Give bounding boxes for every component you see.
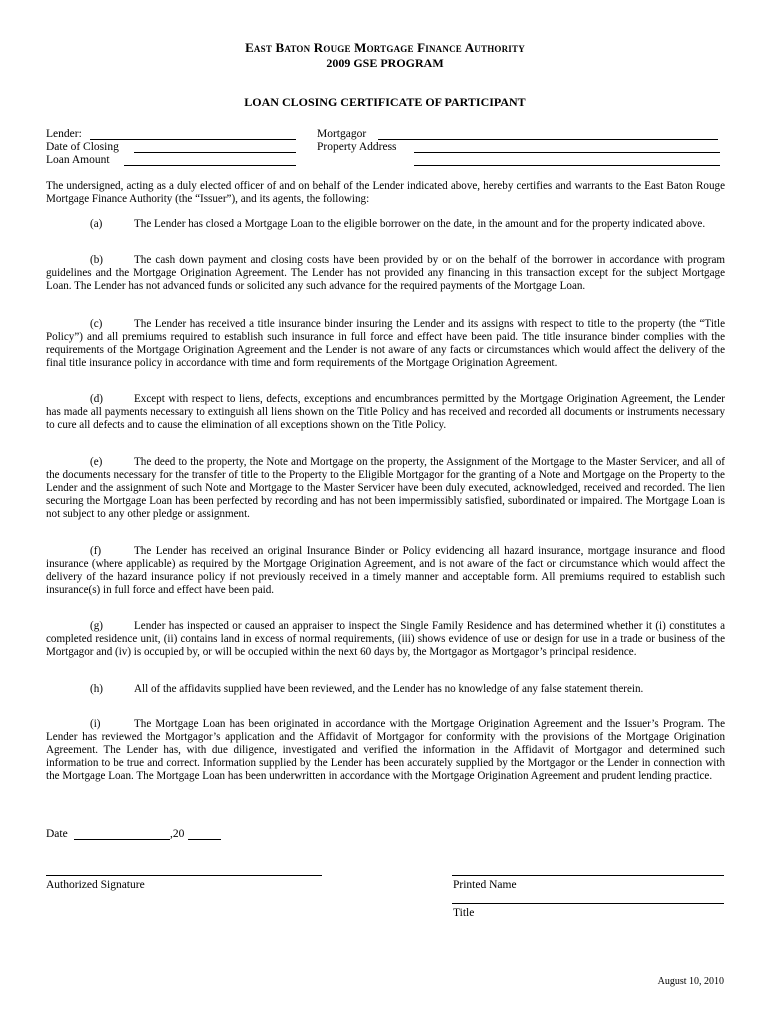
- lender-line[interactable]: [90, 139, 296, 140]
- lender-label: Lender:: [46, 128, 82, 140]
- authorized-signature-line[interactable]: [46, 875, 322, 876]
- property-address-label: Property Address: [317, 141, 397, 153]
- date-of-closing-label: Date of Closing: [46, 141, 119, 153]
- item-c: [46, 318, 725, 370]
- org-title-text: East Baton Rouge Mortgage Finance Authority: [245, 40, 525, 55]
- item-b: [46, 254, 725, 293]
- item-h-text: All of the affidavits supplied have been reviewed, and the Lender has no knowledge of any false statement therein.: [134, 683, 644, 695]
- printed-name-line[interactable]: [452, 875, 724, 876]
- title-line[interactable]: [452, 903, 724, 904]
- item-b-label: (b): [90, 254, 103, 266]
- item-a: [46, 218, 725, 231]
- item-g-text: Lender has inspected or caused an appraiser to inspect the Single Family Residence and has determined whether it (i) constitutes a completed residence unit, (ii) contains land in excess of normal requirements, (iii) shows evidence of use or design for use in a trade or business of the Mortgagor and (iv) is occupied by, or will be occupied within the next 60 days by, the Mortgagor as Mortgagor’s principal residence.: [46, 620, 725, 658]
- mortgagor-line[interactable]: [378, 139, 718, 140]
- item-d-label: (d): [90, 393, 103, 405]
- item-a-text: The Lender has closed a Mortgage Loan to the eligible borrower on the date, in the amount and for the property indicated above.: [134, 218, 706, 230]
- footer-date: August 10, 2010: [657, 976, 724, 987]
- loan-amount-line[interactable]: [124, 165, 296, 166]
- title-label: Title: [453, 907, 475, 919]
- printed-name-label: Printed Name: [453, 879, 517, 891]
- item-f-label: (f): [90, 545, 102, 557]
- item-f: [46, 545, 725, 597]
- date-label: Date: [46, 828, 68, 840]
- mortgagor-label: Mortgagor: [317, 128, 367, 140]
- item-d-text: Except with respect to liens, defects, exceptions and encumbrances permitted by the Mortgage Origination Agreement, the Lender has made all payments necessary to extinguish all liens shown on the Title Policy and has received and recorded all documents or instruments necessary to cure all defects and to cause the elimination of all exceptions shown on the Title Policy.: [46, 393, 725, 431]
- property-address-line-1[interactable]: [414, 152, 720, 153]
- item-c-text: The Lender has received a title insurance binder insuring the Lender and its assigns with respect to title to the property (the “Title Policy”) and all premiums required to establish such insurance in full force and effect have been paid. The title insurance binder complies with the requirements of the Mortgage Origination Agreement and the Lender is not aware of any facts or circumstances which would affect the delivery of the final title insurance policy in accordance with time and form requirements of the Mortgage Origination Agreement.: [46, 318, 725, 369]
- item-e-text: The deed to the property, the Note and Mortgage on the property, the Assignment of the Mortgage to the Master Servicer, and all of the documents necessary for the transfer of title to the Property to the Eligible Mortgagor for the granting of a Note and Mortgage on the Property to the Lender and the assignment of such Note and Mortgage to the Master Servicer have been duly executed, acknowledged, received and recorded. The lien securing the Mortgage Loan has been perfected by recording and has not been impermissibly satisfied, subordinated or impaired. The Mortgage Loan is not subject to any other pledge or assignment.: [46, 456, 725, 520]
- item-d: [46, 393, 725, 432]
- date-of-closing-line[interactable]: [134, 152, 296, 153]
- item-h-label: (h): [90, 683, 103, 695]
- loan-amount-label: Loan Amount: [46, 154, 110, 166]
- item-c-label: (c): [90, 318, 103, 330]
- item-h: [46, 683, 725, 696]
- item-f-text: The Lender has received an original Insurance Binder or Policy evidencing all hazard insurance, mortgage insurance and flood insurance (where applicable) as required by the Mortgage Origination Agreement, and is not aware of the fact or circumstance which would affect the delivery of the hazard insurance policy if not previously received in a timely manner and acceptable form. All premiums required to establish such insurance(s) in full force and effect have been paid.: [46, 545, 725, 596]
- date-line[interactable]: [74, 839, 170, 840]
- program-title: 2009 GSE PROGRAM: [326, 56, 444, 70]
- org-title: [0, 40, 770, 56]
- year-line[interactable]: [188, 839, 221, 840]
- date-year-prefix: ,20: [170, 828, 185, 840]
- document-title: LOAN CLOSING CERTIFICATE OF PARTICIPANT: [244, 95, 526, 109]
- item-e-label: (e): [90, 456, 103, 468]
- item-a-label: (a): [90, 218, 103, 230]
- item-b-text: The cash down payment and closing costs have been provided by or on the behalf of the borrower in accordance with program guidelines and the Mortgage Origination Agreement. The Lender has not provided any financing in this transaction except for the subject Mortgage Loan. The Lender has not advanced funds or solicited any such advance for the required payments of the Mortgage Loan.: [46, 254, 725, 292]
- property-address-line-2[interactable]: [414, 165, 720, 166]
- item-g: [46, 620, 725, 659]
- item-i: [46, 718, 725, 783]
- intro-text: The undersigned, acting as a duly elected officer of and on behalf of the Lender indicated above, hereby certifies and warrants to the East Baton Rouge Mortgage Finance Authority (the “Issuer”), and its agents, the following:: [46, 180, 725, 205]
- authorized-signature-label: Authorized Signature: [46, 879, 145, 891]
- item-e: [46, 456, 725, 521]
- item-g-label: (g): [90, 620, 103, 632]
- item-i-label: (i): [90, 718, 101, 730]
- intro-paragraph: [46, 180, 725, 206]
- item-i-text: The Mortgage Loan has been originated in accordance with the Mortgage Origination Agreement and the Issuer’s Program. The Lender has reviewed the Mortgagor’s application and the Affidavit of Mortgagor for conformity with the provisions of the Mortgage Origination Agreement. The Lender has, with due diligence, investigated and verified the information in the Affidavit of Mortgagor and determined such information to be true and correct. Information supplied by the Lender has been accurately supplied by the Mortgagor or the Lender in connection with the Mortgage Loan. The Mortgage Loan has been underwritten in accordance with the Mortgage Origination Agreement and prudent lending practice.: [46, 718, 725, 782]
